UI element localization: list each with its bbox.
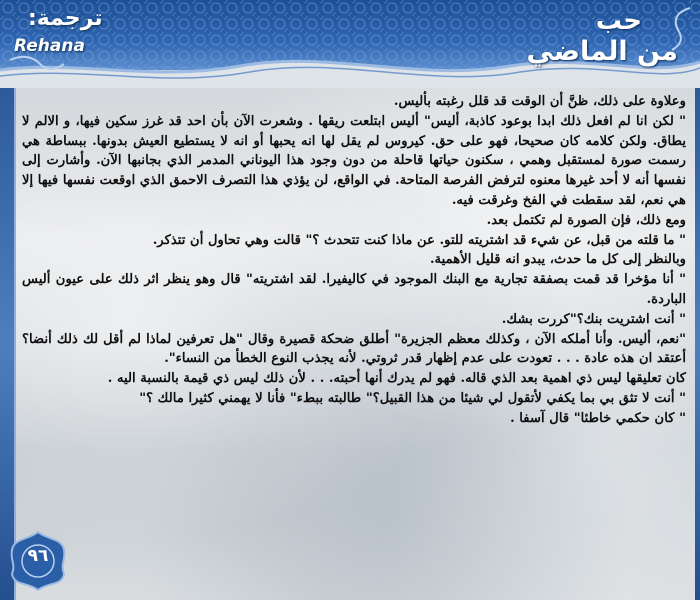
book-title-line1: حب (595, 6, 642, 36)
paragraph: كان تعليقها ليس ذي اهمية بعد الذي قاله. فهو لم يدرك أنها أحبته. . . لأن ذلك ليس ذي قيمة بالنسبة اليه . (107, 371, 686, 387)
translator-name: Rehana (14, 36, 85, 56)
left-ornament-strip (0, 88, 16, 600)
paragraph: " ما قلته من قبل، عن شيء قد اشتريته للتو. عن ماذا كنت تتحدث ؟" قالت وهي تحاول أن تتذكر. (152, 232, 686, 248)
paragraph: وبالنظر إلى كل ما حدث، يبدو انه قليل الأهمية. (429, 252, 686, 268)
chapter-text (22, 92, 686, 600)
paragraph: وعلاوة على ذلك، ظنَّ أن الوقت قد قلل رغبته بأليس. (393, 94, 686, 109)
right-ornament-strip (695, 88, 700, 600)
header-banner (0, 0, 700, 88)
paragraph: " لكن انا لم افعل ذلك ابدا بوعود كاذبة، أليس" أليس ابتلعت ريقها . وشعرت الآن بأن احد قد غرز سكين فيها، و الالم لا يطاق. ولكن كلامه كان صحيحا، فهو على حق. كيروس لم يقل لها انه يحبها أو انه لا يستطيع العيش بدونها. ببساطة هي رسمت صورة لمستقبل وهمي ، سكنون حياتها قاحلة من دون وجود هذا اليوناني المدمر الذي بجانبها الآن. وأشارت إلى نفسها أنه لا أحد غيرها معنوه لترفض الفرصة المتاحة. في الواقع، لن يؤذي هذا التصرف الاحمق الذي اوقعت نفسها فيها إلا هي نعم، لقد سقطت في الفخ وغرقت فيه. (22, 113, 686, 208)
paragraph: " أنت اشتريت بنك؟"كررت بشك. (501, 311, 686, 327)
paragraph: ومع ذلك، فإن الصورة لم تكتمل بعد. (486, 212, 686, 228)
paragraph: " كان حكمي خاطئا" قال آسفا . (510, 410, 686, 426)
translation-label: ترجمة: (28, 6, 103, 31)
paragraph: " أنا مؤخرا قد قمت بصفقة تجارية مع البنك الموجود في كاليفيرا. لقد اشتريته" قال وهو ينظر اثر ذلك على عيون أليس الباردة. (22, 272, 686, 307)
page-number: ٩٦ (27, 546, 49, 566)
paragraph: "نعم، أليس. وأنا أملكه الآن ، وكذلك معظم الجزيرة" أطلق ضحكة قصيرة وقال "هل تعرفين لماذا لم أقل لك ذلك أنضا؟ أعتقد ان هذه عادة . . . تعودت على عدم إظهار قدر ثروتي. لأنه يجذب النوع الخطأ من النساء". (22, 331, 686, 367)
book-title-line2: من الماضي (526, 36, 678, 67)
paragraph: " أنت لا تثق بي بما يكفي لأتقول لي شيئا من هذا القبيل؟" طالبته ببطء" فأنا لا يهمني كثيرا مالك ؟" (139, 390, 686, 406)
